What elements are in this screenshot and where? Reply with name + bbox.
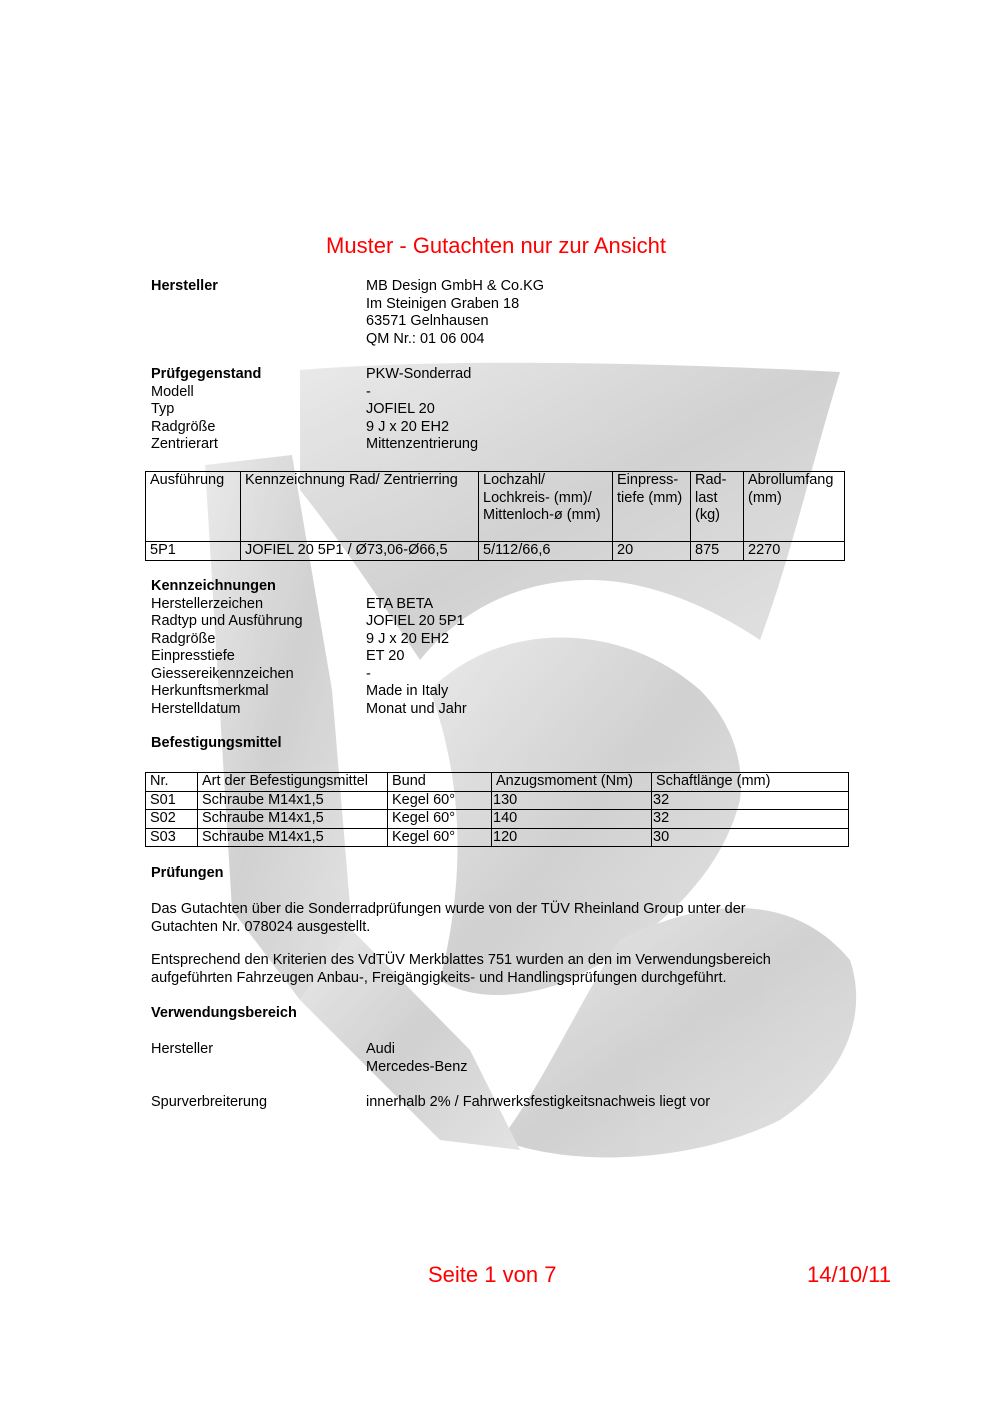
scope-track-widening (151, 1094, 851, 1112)
test-object-section (151, 366, 851, 454)
field-value: 9 J x 20 EH2 (366, 418, 450, 435)
table-header-row (146, 472, 845, 542)
test-object-value: PKW-Sonderrad (366, 366, 472, 382)
table-cell: 120 (492, 828, 652, 847)
field-label: Radgröße (151, 418, 216, 435)
field-label: Herkunftsmerkmal (151, 683, 269, 699)
field-value: ETA BETA (366, 595, 434, 612)
table-header-cell: Schaftlänge (mm) (652, 773, 849, 792)
table-cell: 875 (691, 542, 744, 561)
table-header-cell: Anzugsmoment (Nm) (492, 773, 652, 792)
field-value: ET 20 (366, 648, 405, 664)
scope-heading: Verwendungsbereich (151, 1005, 297, 1021)
field-label: Radgröße (151, 630, 216, 647)
table-header-cell: Einpress-tiefe (mm) (613, 472, 691, 542)
document-title: Muster - Gutachten nur zur Ansicht (326, 233, 666, 258)
table-header-cell: Rad-last (kg) (691, 472, 744, 542)
table-cell: 20 (613, 542, 691, 561)
table-cell: S03 (146, 828, 198, 847)
table-cell: 5/112/66,6 (479, 542, 613, 561)
field-label: Radtyp und Ausführung (151, 613, 303, 629)
scope-manufacturers (151, 1041, 851, 1076)
field-value: JOFIEL 20 (366, 401, 435, 417)
markings-section (151, 578, 851, 718)
scope-manufacturer-value: Mercedes-Benz (366, 1058, 468, 1075)
table-cell: S02 (146, 810, 198, 829)
field-label: Zentrierart (151, 436, 218, 452)
table-cell: Kegel 60° (388, 828, 492, 847)
table-row (146, 810, 849, 829)
field-value: Mittenzentrierung (366, 436, 479, 452)
field-value: - (366, 383, 371, 400)
table-cell: 32 (652, 791, 849, 810)
table-header-cell: Art der Befestigungsmittel (198, 773, 388, 792)
table-cell: 2270 (744, 542, 845, 561)
manufacturer-line: Im Steinigen Graben 18 (366, 295, 520, 312)
tests-paragraph-2: Entsprechend den Kriterien des VdTÜV Merkblattes 751 wurden an den im Verwendungsbereich aufgeführten Fahrzeugen Anbau-, Freigängigkeits- und Handlingsprüfungen durchgeführt. (151, 952, 771, 986)
field-label: Modell (151, 383, 194, 400)
field-label: Einpresstiefe (151, 648, 235, 664)
table-header-cell: Bund (388, 773, 492, 792)
test-object-label: Prüfgegenstand (151, 366, 262, 382)
tests-paragraph-1: Das Gutachten über die Sonderradprüfungen wurde von der TÜV Rheinland Group unter der Gutachten Nr. 078024 ausgestellt. (151, 901, 746, 935)
table-cell: Kegel 60° (388, 810, 492, 829)
table-header-cell: Kennzeichnung Rad/ Zentrierring (241, 472, 479, 542)
table-row (146, 791, 849, 810)
field-label: Typ (151, 401, 175, 417)
table-cell: 30 (652, 828, 849, 847)
table-row (146, 828, 849, 847)
table-header-row (146, 773, 849, 792)
table-row (146, 542, 845, 561)
table-cell: 32 (652, 810, 849, 829)
page-number: Seite 1 von 7 (428, 1262, 557, 1287)
track-widening-value: innerhalb 2% / Fahrwerksfestigkeitsnachweis liegt vor (366, 1094, 711, 1110)
table-header-cell: Ausführung (146, 472, 241, 542)
wheel-spec-table (145, 471, 845, 561)
table-cell: Kegel 60° (388, 791, 492, 810)
table-cell: Schraube M14x1,5 (198, 810, 388, 829)
field-label: Herstelldatum (151, 700, 241, 717)
field-label: Giessereikennzeichen (151, 665, 294, 682)
table-cell: S01 (146, 791, 198, 810)
table-header-cell: Nr. (146, 773, 198, 792)
fasteners-table (145, 772, 849, 847)
manufacturer-line: 63571 Gelnhausen (366, 313, 489, 329)
table-cell: 140 (492, 810, 652, 829)
fasteners-heading: Befestigungsmittel (151, 735, 282, 751)
table-cell: 130 (492, 791, 652, 810)
field-value: - (366, 665, 371, 682)
track-widening-label: Spurverbreiterung (151, 1094, 268, 1110)
field-value: 9 J x 20 EH2 (366, 630, 450, 647)
table-cell: 5P1 (146, 542, 241, 561)
field-value: Monat und Jahr (366, 700, 467, 717)
manufacturer-line: MB Design GmbH & Co.KG (366, 278, 545, 294)
manufacturer-line: QM Nr.: 01 06 004 (366, 330, 485, 347)
table-header-cell: Abrollumfang (mm) (744, 472, 845, 542)
scope-manufacturer-label: Hersteller (151, 1041, 214, 1057)
scope-manufacturer-value: Audi (366, 1041, 396, 1057)
table-cell: JOFIEL 20 5P1 / Ø73,06-Ø66,5 (241, 542, 479, 561)
tests-heading: Prüfungen (151, 865, 224, 881)
manufacturer-label: Hersteller (151, 278, 218, 294)
document-date: 14/10/11 (807, 1262, 892, 1287)
markings-heading: Kennzeichnungen (151, 578, 276, 594)
field-value: JOFIEL 20 5P1 (366, 613, 465, 629)
manufacturer-section (151, 278, 851, 348)
table-cell: Schraube M14x1,5 (198, 791, 388, 810)
field-value: Made in Italy (366, 683, 449, 699)
field-label: Herstellerzeichen (151, 595, 264, 612)
table-cell: Schraube M14x1,5 (198, 828, 388, 847)
table-header-cell: Lochzahl/ Lochkreis- (mm)/ Mittenloch-ø (mm) (479, 472, 613, 542)
